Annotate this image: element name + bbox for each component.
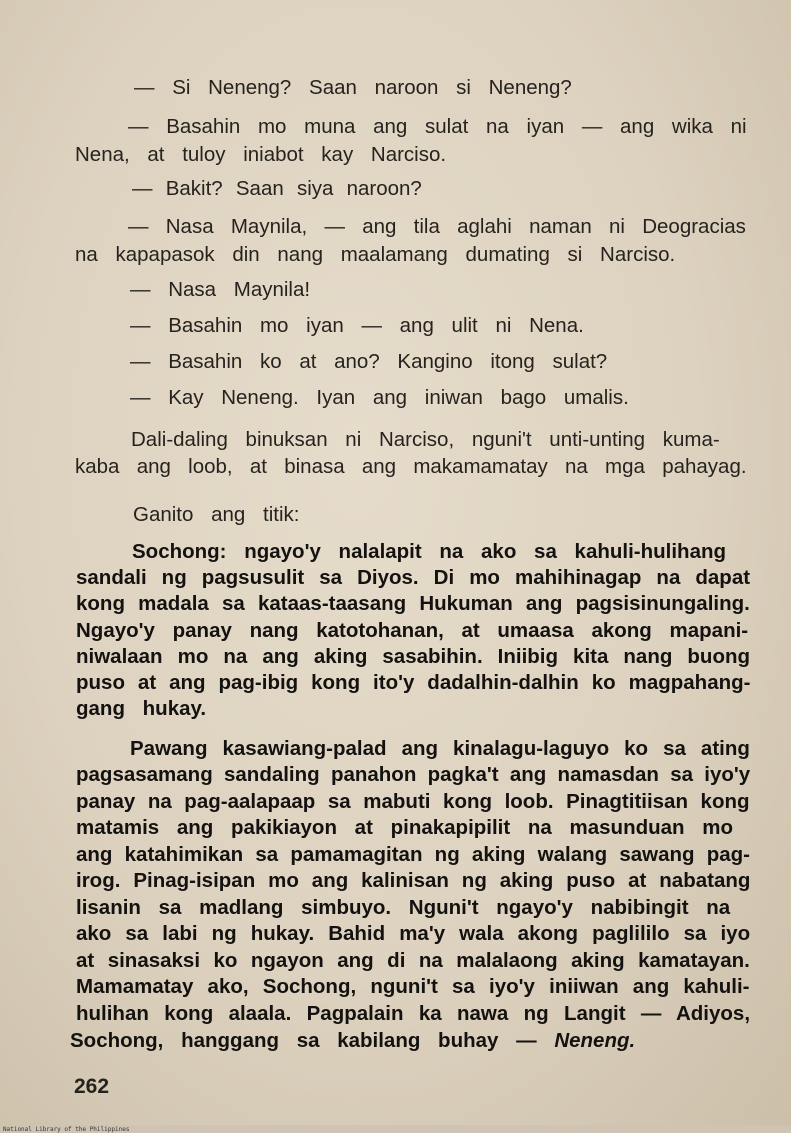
dialogue-line: na kapapasok din nang maalamang dumating si Narciso. [75, 243, 676, 266]
narration-line: Ganito ang titik: [133, 503, 300, 526]
letter-line: hulihan kong alaala. Pagpalain ka nawa ng Langit — Adiyos, [76, 1002, 751, 1025]
letter-line: sandali ng pagsusulit sa Diyos. Di mo mahihinagap na dapat [76, 566, 751, 589]
letter-line: Mamamatay ako, Sochong, nguni't sa iyo'y iniiwan ang kahuli- [76, 975, 750, 998]
letter-line: puso at ang pag-ibig kong ito'y dadalhin-dalhin ko magpahang- [76, 671, 751, 694]
letter-closing-line [70, 1029, 635, 1053]
letter-line: lisanin sa madlang simbuyo. Nguni't ngayo'y nabibingit na [76, 896, 731, 919]
dialogue-line: — Si Neneng? Saan naroon si Neneng? [134, 76, 572, 99]
letter-line: gang hukay. [76, 697, 207, 720]
narration-line: Dali-daling binuksan ni Narciso, nguni't unti-unting kuma- [131, 428, 720, 451]
dialogue-line: — Basahin ko at ano? Kangino itong sulat? [130, 350, 608, 373]
letter-line: Pawang kasawiang-palad ang kinalagu-laguyo ko sa ating [130, 737, 750, 760]
closing-text: Sochong, hanggang sa kabilang buhay — [70, 1029, 555, 1052]
letter-line: ako sa labi ng hukay. Bahid ma'y wala akong paglililo sa iyo [76, 922, 751, 945]
footer-credit: National Library of the Philippines [3, 1126, 130, 1133]
page-number: 262 [74, 1075, 110, 1098]
dialogue-line: — Kay Neneng. Iyan ang iniwan bago umalis. [130, 386, 629, 409]
letter-line: Ngayo'y panay nang katotohanan, at umaasa akong mapani- [76, 619, 749, 642]
letter-line: at sinasaksi ko ngayon ang di na malalaong aking kamatayan. [76, 949, 750, 972]
letter-line: niwalaan mo na ang aking sasabihin. Iniibig kita nang buong [76, 645, 751, 668]
signature: Neneng. [554, 1029, 636, 1052]
letter-line: matamis ang pakikiayon at pinakapipilit na masunduan mo [76, 816, 733, 839]
dialogue-line: — Basahin mo muna ang sulat na iyan — ang wika ni [128, 115, 747, 138]
dialogue-line: — Bakit? Saan siya naroon? [132, 177, 422, 200]
letter-line: pagsasamang sandaling panahon pagka't ang namasdan sa iyo'y [76, 763, 751, 786]
letter-line: panay na pag-aalapaap sa mabuti kong loob. Pinagtitiisan kong [76, 790, 750, 813]
letter-line: ang katahimikan sa pamamagitan ng aking walang sawang pag- [76, 843, 750, 866]
letter-line: Sochong: ngayo'y nalalapit na ako sa kahuli-hulihang [132, 540, 727, 563]
narration-line: kaba ang loob, at binasa ang makamamatay na mga pahayag. [75, 455, 747, 478]
dialogue-line: — Nasa Maynila, — ang tila aglahi naman ni Deogracias [128, 215, 746, 238]
dialogue-line: — Nasa Maynila! [130, 278, 311, 301]
letter-line: kong madala sa kataas-taasang Hukuman ang pagsisinungaling. [76, 592, 750, 615]
dialogue-line: Nena, at tuloy iniabot kay Narciso. [75, 143, 447, 166]
dialogue-line: — Basahin mo iyan — ang ulit ni Nena. [130, 314, 584, 337]
letter-line: irog. Pinag-isipan mo ang kalinisan ng aking puso at nabatang [76, 869, 751, 892]
